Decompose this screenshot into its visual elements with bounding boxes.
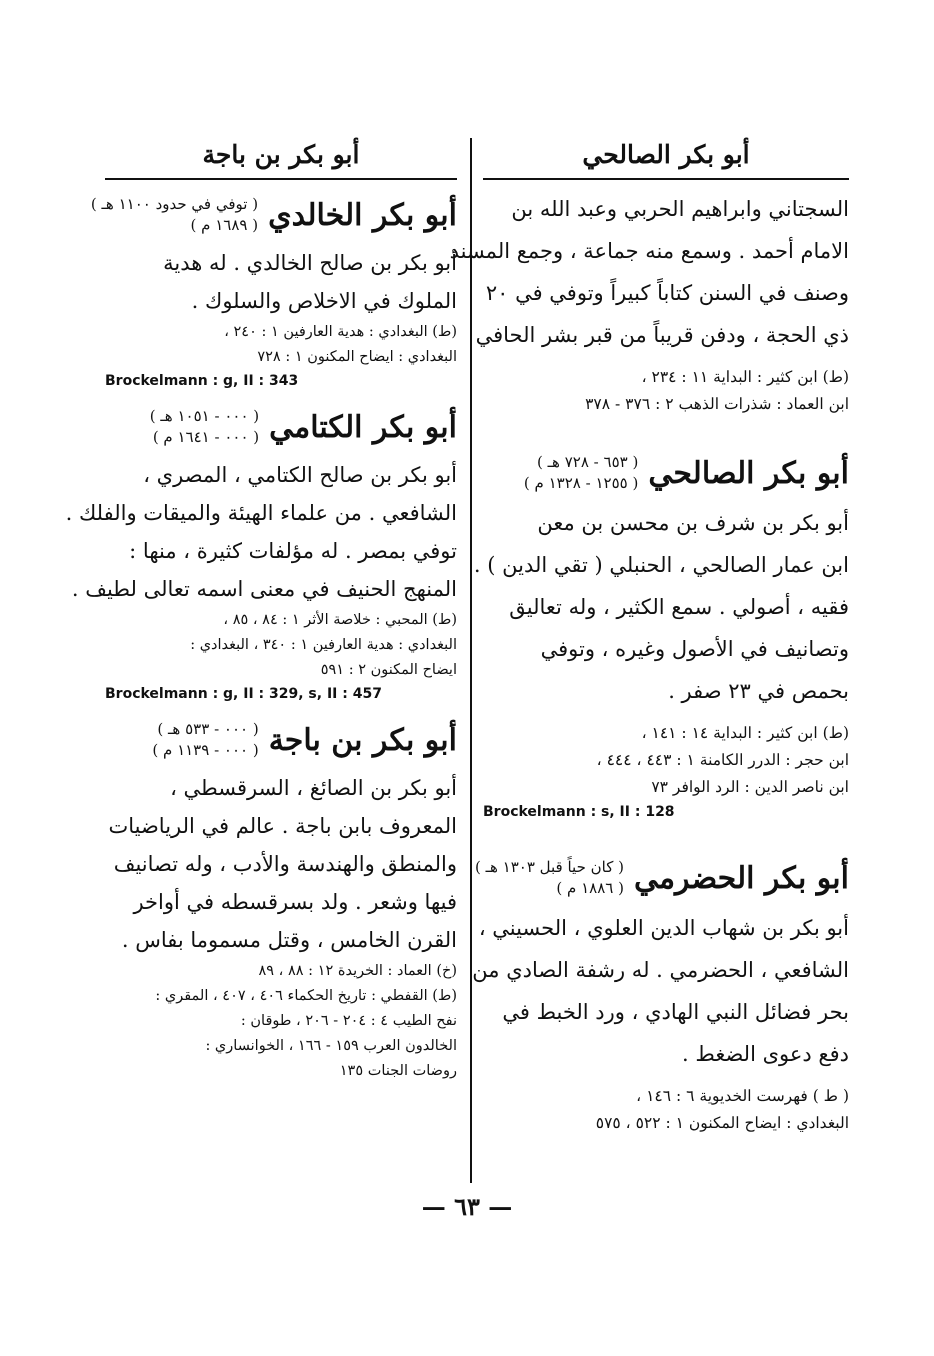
body-line: وتصانيف في الأصول وغيره ، وتوفي <box>540 637 849 661</box>
body-line: أبو بكر بن الصائغ ، السرقسطي ، <box>170 776 457 800</box>
hijri-dates: ( ٦٥٣ - ٧٢٨ هـ ) <box>537 453 639 471</box>
reference-line: البغدادي : ايضاح المكنون ١ : ٥٢٢ ، ٥٧٥ <box>595 1114 849 1132</box>
body-line: القرن الخامس ، وقتل مسموما بفاس . <box>121 928 457 952</box>
hijri-dates: ( ٠٠٠ - ١٠٥١ هـ ) <box>149 407 260 425</box>
continuation-line: وصنف في السنن كتاباً كبيراً وتوفي في ٢٠ <box>485 281 849 305</box>
body-line: الملوك في الاخلاص والسلوك . <box>191 289 457 313</box>
entry-dates <box>475 857 624 899</box>
reference-line: ابن ناصر الدين : الرد الوافر ٧٣ <box>651 778 849 796</box>
reference-line: روضات الجنات ١٣٥ <box>339 1063 457 1079</box>
entry-name: أبو بكر بن باجة <box>268 722 457 758</box>
entry-name: أبو بكر الكتامي <box>269 409 457 445</box>
reference-line: (ط) ابن كثير : البداية ١١ : ٢٣٤ ، <box>641 368 849 386</box>
latin-reference: Brockelmann : s, II : 128 <box>483 804 675 820</box>
reference-line: (خ) العماد : الخريدة ١٢ : ٨٨ ، ٨٩ <box>258 963 457 979</box>
reference-line: ابن حجر : الدرر الكامنة ١ : ٤٤٣ ، ٤٤٤ ، <box>596 751 849 769</box>
continuation-line: الامام أحمد . وسمع منه جماعة ، وجمع المسند <box>449 239 849 263</box>
hijri-dates: ( كان حياً قبل ١٣٠٣ هـ ) <box>474 858 624 876</box>
body-line: الشافعي . من علماء الهيئة والميقات والفلك . <box>65 501 457 525</box>
column-divider <box>470 138 472 1183</box>
reference-line: (ط) القفطي : تاريخ الحكماء ٤٠٦ ، ٤٠٧ ، المقري : <box>155 988 457 1004</box>
entry-dates <box>152 719 258 761</box>
hijri-dates: ( ٠٠٠ - ٥٣٣ هـ ) <box>157 720 259 738</box>
right-column <box>449 134 849 1137</box>
latin-reference: Brockelmann : g, II : 329, s, II : 457 <box>105 686 382 702</box>
continuation-line: السجتاني وابراهيم الحربي وعبد الله بن <box>511 197 849 221</box>
body-line: المنهج الحنيف في معنى اسمه تعالى لطيف . <box>71 577 457 601</box>
entry-heading <box>483 444 849 502</box>
reference-line: (ط) المحبي : خلاصة الأثر ١ : ٨٤ ، ٨٥ ، <box>223 612 457 628</box>
entry-dates <box>91 194 258 236</box>
hijri-dates: ( توفي في حدود ١١٠٠ هـ ) <box>90 195 259 213</box>
reference-line: البغدادي : هدية العارفين ١ : ٣٤٠ ، البغدادي : <box>190 637 457 653</box>
entry-heading <box>105 398 457 456</box>
running-header-left: أبو بكر بن باجة <box>202 140 360 169</box>
reference-line: ايضاح المكنون ٢ : ٥٩١ <box>320 662 457 678</box>
entry-heading <box>90 186 457 244</box>
reference-line: نفح الطيب ٤ : ٢٠٤ - ٢٠٦ ، طوقان : <box>240 1013 457 1029</box>
reference-line: البغدادي : ايضاح المكنون ١ : ٧٢٨ <box>257 349 457 365</box>
body-line: المعروف بابن باجة . عالم في الرياضيات <box>108 814 457 838</box>
body-line: أبو بكر بن صالح الخالدي . له هدية <box>163 251 457 275</box>
body-line: والمنطق والهندسة والأدب ، وله تصانيف <box>113 852 457 876</box>
gregorian-dates: ( ٠٠٠ - ١١٣٩ م ) <box>152 741 259 759</box>
gregorian-dates: ( ٠٠٠ - ١٦٤١ م ) <box>152 428 260 446</box>
entry-name: أبو بكر الخالدي <box>268 197 457 233</box>
entry-name: أبو بكر الصالحي <box>648 455 849 491</box>
body-line: بحر فضائل النبي الهادي ، ورد الخبط في <box>502 1000 849 1024</box>
entry-heading <box>474 849 849 907</box>
gregorian-dates: ( ١٨٨٦ م ) <box>556 879 624 897</box>
gregorian-dates: ( ١٢٥٥ - ١٣٢٨ م ) <box>523 474 639 492</box>
body-line: فقيه ، أصولي . سمع الكثير ، وله تعاليق <box>509 595 849 619</box>
reference-line: الخالدون العرب ١٥٩ - ١٦٦ ، الخوانساري : <box>205 1038 457 1054</box>
body-line: أبو بكر بن صالح الكتامي ، المصري ، <box>143 463 457 487</box>
header-rule-left <box>105 178 457 180</box>
body-line: فيها وشعر . ولد بسرقسطه في أواخر <box>133 890 457 914</box>
body-line: أبو بكر بن شرف بن محسن بن معن <box>537 511 849 535</box>
left-column <box>65 134 457 1084</box>
entry-name: أبو بكر الحضرمي <box>633 860 849 896</box>
body-line: ابن عمار الصالحي ، الحنبلي ( تقي الدين ) . <box>473 553 849 577</box>
body-line: توفي بمصر . له مؤلفات كثيرة ، منها : <box>129 539 457 563</box>
reference-line: (ط) ابن كثير : البداية ١٤ : ١٤١ ، <box>641 724 849 742</box>
entry-dates <box>524 452 638 494</box>
reference-line: ( ط ) فهرست الخديوية ٦ : ١٤٦ ، <box>636 1087 849 1105</box>
entry-heading <box>105 711 457 769</box>
running-header-right: أبو بكر الصالحي <box>582 140 750 169</box>
body-line: بحمص في ٢٣ صفر . <box>668 679 849 703</box>
body-line: دفع دعوى الضغط . <box>682 1042 849 1066</box>
continuation-line: ذي الحجة ، ودفن قريباً من قبر بشر الحافي <box>475 323 849 347</box>
body-line: الشافعي ، الحضرمي . له رشفة الصادي من <box>472 958 849 982</box>
reference-line: (ط) البغدادي : هدية العارفين ١ : ٢٤٠ ، <box>224 324 457 340</box>
latin-reference: Brockelmann : g, II : 343 <box>105 373 299 389</box>
entry-dates <box>150 406 259 448</box>
gregorian-dates: ( ١٦٨٩ م ) <box>190 216 259 234</box>
body-line: أبو بكر بن شهاب الدين العلوي ، الحسيني ، <box>478 916 849 940</box>
page-number: — ٦٣ — <box>421 1192 513 1221</box>
reference-line: ابن العماد : شذرات الذهب ٢ : ٣٧٦ - ٣٧٨ <box>585 395 849 413</box>
